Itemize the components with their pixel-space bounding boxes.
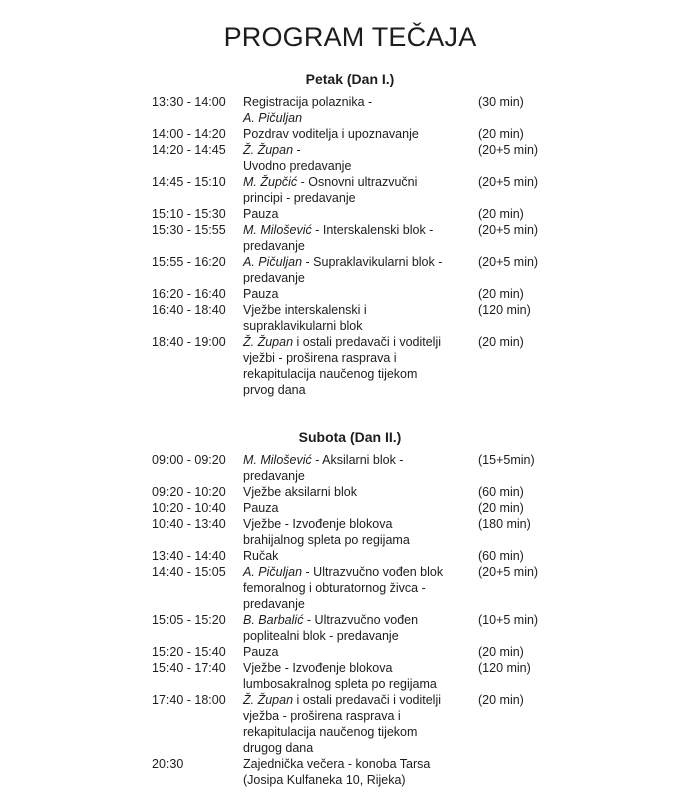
row-description — [243, 612, 478, 644]
description-line — [243, 366, 478, 382]
description-text: Vježbe interskalenski i — [243, 303, 367, 317]
schedule-row — [152, 500, 700, 516]
schedule-row — [152, 254, 700, 286]
row-time: 20:30 — [152, 757, 184, 771]
row-duration: (20+5 min) — [478, 565, 539, 579]
row-description — [243, 644, 478, 660]
description-text: Zajednička večera - konoba Tarsa — [243, 757, 431, 771]
schedule-row — [152, 564, 700, 612]
row-time: 15:55 - 16:20 — [152, 255, 226, 269]
description-line — [243, 676, 478, 692]
description-text: - Ultrazvučno vođen blok — [302, 565, 444, 579]
description-text: predavanje — [243, 597, 305, 611]
section-rows — [152, 94, 700, 398]
row-time: 17:40 - 18:00 — [152, 693, 226, 707]
description-line — [243, 238, 478, 254]
schedule-row — [152, 94, 700, 126]
row-description — [243, 94, 478, 126]
schedule-section — [0, 429, 700, 788]
schedule-row — [152, 660, 700, 692]
row-description — [243, 692, 478, 756]
description-line — [243, 692, 478, 708]
description-line — [243, 190, 478, 206]
description-line — [243, 484, 478, 500]
row-description — [243, 660, 478, 692]
description-line — [243, 126, 478, 142]
description-line — [243, 94, 478, 110]
description-text: - Osnovni ultrazvučni — [297, 175, 418, 189]
description-line — [243, 500, 478, 516]
row-duration: (20 min) — [478, 645, 524, 659]
row-time: 15:10 - 15:30 — [152, 207, 226, 221]
description-text: i ostali predavači i voditelji — [293, 335, 442, 349]
description-text: vježbi - proširena rasprava i — [243, 351, 397, 365]
schedule-row — [152, 126, 700, 142]
description-text: Pozdrav voditelja i upoznavanje — [243, 127, 419, 141]
description-line — [243, 644, 478, 660]
row-description — [243, 548, 478, 564]
row-duration: (15+5min) — [478, 453, 535, 467]
section-header: Subota (Dan II.) — [298, 429, 402, 445]
row-description — [243, 302, 478, 334]
description-text: brahijalnog spleta po regijama — [243, 533, 410, 547]
description-text: prvog dana — [243, 383, 306, 397]
row-description — [243, 334, 478, 398]
lecturer-name: M. Milošević — [243, 453, 312, 467]
lecturer-name: Ž. Župan — [243, 335, 294, 349]
schedule-row — [152, 756, 700, 788]
row-time: 15:05 - 15:20 — [152, 613, 226, 627]
row-description — [243, 126, 478, 142]
row-time: 15:30 - 15:55 — [152, 223, 226, 237]
description-text: principi - predavanje — [243, 191, 356, 205]
description-line — [243, 596, 478, 612]
row-time: 15:40 - 17:40 — [152, 661, 226, 675]
row-duration: (10+5 min) — [478, 613, 539, 627]
row-time: 09:20 - 10:20 — [152, 485, 226, 499]
description-text: Vježbe aksilarni blok — [243, 485, 357, 499]
description-line — [243, 286, 478, 302]
description-line — [243, 382, 478, 398]
description-line — [243, 270, 478, 286]
row-duration: (20 min) — [478, 207, 524, 221]
row-time: 14:45 - 15:10 — [152, 175, 226, 189]
description-text: Vježbe - Izvođenje blokova — [243, 661, 393, 675]
description-text: Registracija polaznika - — [243, 95, 373, 109]
row-description — [243, 564, 478, 612]
row-duration: (20 min) — [478, 287, 524, 301]
schedule-row — [152, 174, 700, 206]
row-duration: (20 min) — [478, 693, 524, 707]
schedule-row — [152, 692, 700, 756]
lecturer-name: B. Barbalić — [243, 613, 304, 627]
description-text: (Josipa Kulfaneka 10, Rijeka) — [243, 773, 406, 787]
description-text: - Aksilarni blok - — [311, 453, 404, 467]
row-duration: (120 min) — [478, 661, 531, 675]
description-text: Pauza — [243, 645, 279, 659]
row-description — [243, 142, 478, 174]
schedule-row — [152, 516, 700, 548]
row-duration: (20 min) — [478, 335, 524, 349]
schedule-row — [152, 452, 700, 484]
description-text: - Interskalenski blok - — [311, 223, 434, 237]
description-text: - — [293, 143, 301, 157]
row-description — [243, 756, 478, 788]
schedule-row — [152, 142, 700, 174]
row-duration: (20+5 min) — [478, 223, 539, 237]
lecturer-name: A. Pičuljan — [243, 565, 303, 579]
row-duration: (60 min) — [478, 549, 524, 563]
description-line — [243, 756, 478, 772]
description-text: lumbosakralnog spleta po regijama — [243, 677, 437, 691]
row-duration: (20+5 min) — [478, 175, 539, 189]
schedule-row — [152, 612, 700, 644]
row-time: 16:20 - 16:40 — [152, 287, 226, 301]
description-text: femoralnog i obturatornog živca - — [243, 581, 426, 595]
description-line — [243, 222, 478, 238]
schedule-row — [152, 334, 700, 398]
row-time: 16:40 - 18:40 — [152, 303, 226, 317]
description-line — [243, 740, 478, 756]
description-text: Pauza — [243, 287, 279, 301]
schedule-row — [152, 302, 700, 334]
description-line — [243, 660, 478, 676]
description-text: predavanje — [243, 239, 305, 253]
row-description — [243, 174, 478, 206]
description-line — [243, 516, 478, 532]
description-line — [243, 318, 478, 334]
description-text: vježba - proširena rasprava i — [243, 709, 401, 723]
row-description — [243, 516, 478, 548]
schedule-row — [152, 548, 700, 564]
lecturer-name: A. Pičuljan — [243, 255, 303, 269]
schedule-row — [152, 484, 700, 500]
description-text: - Ultrazvučno vođen — [303, 613, 419, 627]
lecturer-name: Ž. Župan — [243, 693, 294, 707]
description-line — [243, 708, 478, 724]
row-time: 10:40 - 13:40 — [152, 517, 226, 531]
row-time: 10:20 - 10:40 — [152, 501, 226, 515]
description-text: Ručak — [243, 549, 279, 563]
row-duration: (20+5 min) — [478, 255, 539, 269]
schedule-row — [152, 286, 700, 302]
page-title: PROGRAM TEČAJA — [223, 22, 477, 52]
row-description — [243, 500, 478, 516]
row-duration: (60 min) — [478, 485, 524, 499]
description-line — [243, 564, 478, 580]
description-text: predavanje — [243, 469, 305, 483]
description-line — [243, 174, 478, 190]
description-line — [243, 110, 478, 126]
description-line — [243, 142, 478, 158]
lecturer-name: M. Župčić — [243, 175, 298, 189]
description-line — [243, 302, 478, 318]
row-description — [243, 484, 478, 500]
schedule-row — [152, 644, 700, 660]
description-line — [243, 158, 478, 174]
schedule — [0, 71, 700, 788]
description-line — [243, 548, 478, 564]
description-text: rekapitulacija naučenog tijekom — [243, 725, 418, 739]
description-line — [243, 772, 478, 788]
schedule-row — [152, 206, 700, 222]
row-description — [243, 452, 478, 484]
row-description — [243, 222, 478, 254]
schedule-row — [152, 222, 700, 254]
description-text: rekapitulacija naučenog tijekom — [243, 367, 418, 381]
row-description — [243, 254, 478, 286]
row-duration: (120 min) — [478, 303, 531, 317]
row-duration: (20 min) — [478, 501, 524, 515]
schedule-section — [0, 71, 700, 398]
description-line — [243, 452, 478, 468]
description-line — [243, 254, 478, 270]
description-line — [243, 612, 478, 628]
description-line — [243, 724, 478, 740]
lecturer-name: Ž. Župan — [243, 143, 294, 157]
description-text: Uvodno predavanje — [243, 159, 352, 173]
row-time: 18:40 - 19:00 — [152, 335, 226, 349]
description-text: - Supraklavikularni blok - — [302, 255, 443, 269]
description-line — [243, 628, 478, 644]
row-time: 15:20 - 15:40 — [152, 645, 226, 659]
row-time: 13:40 - 14:40 — [152, 549, 226, 563]
row-description — [243, 206, 478, 222]
row-duration: (30 min) — [478, 95, 524, 109]
description-text: poplitealni blok - predavanje — [243, 629, 399, 643]
description-line — [243, 350, 478, 366]
row-time: 14:20 - 14:45 — [152, 143, 226, 157]
row-duration: (20 min) — [478, 127, 524, 141]
row-duration: (180 min) — [478, 517, 531, 531]
description-line — [243, 468, 478, 484]
section-header: Petak (Dan I.) — [305, 71, 395, 87]
description-text: supraklavikularni blok — [243, 319, 363, 333]
description-text: Vježbe - Izvođenje blokova — [243, 517, 393, 531]
section-rows — [152, 452, 700, 788]
description-line — [243, 580, 478, 596]
row-time: 14:00 - 14:20 — [152, 127, 226, 141]
row-time: 09:00 - 09:20 — [152, 453, 226, 467]
description-line — [243, 206, 478, 222]
description-text: predavanje — [243, 271, 305, 285]
description-line — [243, 532, 478, 548]
description-text: Pauza — [243, 501, 279, 515]
description-text: drugog dana — [243, 741, 314, 755]
row-time: 13:30 - 14:00 — [152, 95, 226, 109]
row-duration: (20+5 min) — [478, 143, 539, 157]
row-description — [243, 286, 478, 302]
description-text: Pauza — [243, 207, 279, 221]
description-line — [243, 334, 478, 350]
row-time: 14:40 - 15:05 — [152, 565, 226, 579]
description-text: i ostali predavači i voditelji — [293, 693, 442, 707]
lecturer-name: M. Milošević — [243, 223, 312, 237]
lecturer-name: A. Pičuljan — [243, 111, 303, 125]
